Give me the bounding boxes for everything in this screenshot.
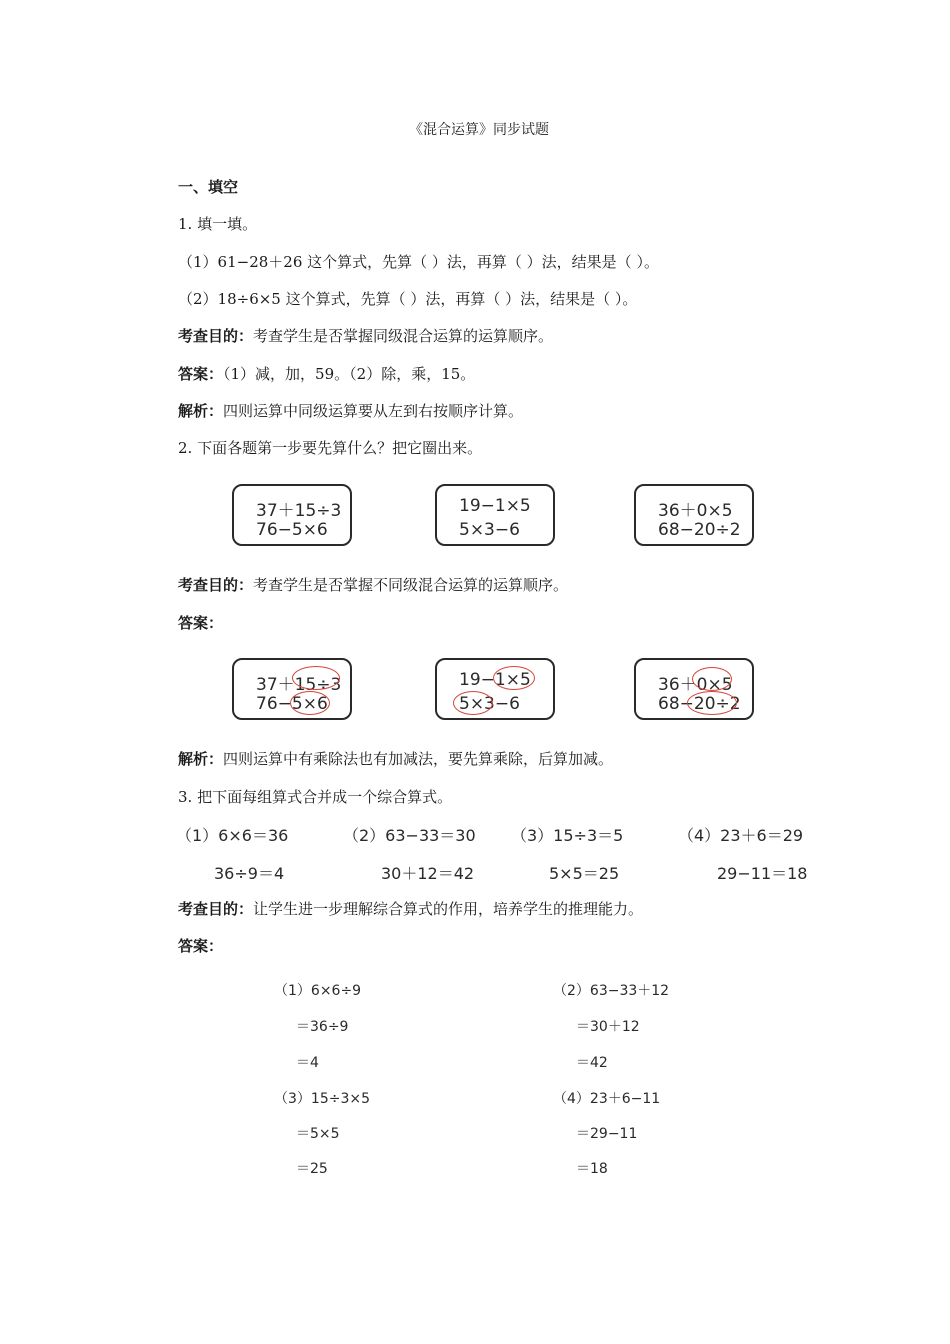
question-1-purpose (178, 325, 553, 346)
purpose-text: 考查学生是否掌握不同级混合运算的运算顺序。 (253, 576, 569, 594)
expression-part: −6 (494, 694, 520, 714)
expression-part: 68− (658, 694, 694, 714)
question-1-part-2: （2）18÷6×5 这个算式，先算（ ）法，再算（ ）法，结果是（ ）。 (178, 290, 638, 308)
purpose-label: 考查目的： (178, 576, 254, 594)
question-2-analysis (178, 748, 613, 769)
answer-label: 答案： (178, 365, 224, 383)
expression-box (232, 484, 352, 546)
answer-2-line-1: （2）63−33＋12 (553, 983, 670, 999)
purpose-label: 考查目的： (178, 900, 254, 918)
equation-group-1-second: 36÷9＝4 (214, 864, 285, 883)
circle-mark (687, 691, 737, 715)
expression-part: 36＋ (658, 675, 697, 695)
circled-step: 5×3 (459, 694, 495, 714)
answer-expression-box (232, 658, 352, 720)
answer-expression-box (634, 658, 754, 720)
equation-group-1-first: （1）6×6＝36 (176, 826, 289, 845)
expression-line: 19−1×5 (459, 496, 531, 516)
purpose-text: 让学生进一步理解综合算式的作用，培养学生的推理能力。 (253, 900, 644, 918)
answer-3-line-2: ＝5×5 (296, 1126, 340, 1142)
equation-group-3-first: （3）15÷3＝5 (511, 826, 624, 845)
answer-label: 答案： (178, 614, 224, 632)
circled-step: 0×5 (696, 675, 733, 695)
circle-mark (290, 691, 330, 715)
circled-step: 5×6 (291, 694, 328, 714)
answer-1-line-2: ＝36÷9 (296, 1019, 349, 1035)
answer-expression-box (435, 658, 555, 720)
answer-text: （1）减，加，59。（2）除，乘，15。 (223, 365, 476, 383)
answer-2-line-2: ＝30＋12 (576, 1019, 640, 1035)
circle-mark (692, 667, 732, 691)
equation-group-3-second: 5×5＝25 (549, 864, 620, 883)
expression-line: 76−5×6 (256, 520, 328, 540)
question-1-analysis (178, 400, 523, 421)
question-3-stem: 3. 把下面每组算式合并成一个综合算式。 (178, 788, 453, 806)
expression-line: 37＋15÷3 (256, 501, 342, 521)
answer-4-line-1: （4）23＋6−11 (553, 1091, 661, 1107)
question-2-purpose (178, 574, 568, 595)
answer-1-line-1: （1）6×6÷9 (274, 983, 362, 999)
expression-part: 76− (256, 694, 292, 714)
answer-4-line-3: ＝18 (576, 1161, 608, 1177)
analysis-text: 四则运算中有乘除法也有加减法，要先算乘除，后算加减。 (223, 750, 614, 768)
answer-1-line-3: ＝4 (296, 1055, 319, 1071)
expression-line: 68−20÷2 (658, 520, 741, 540)
answer-4-line-2: ＝29−11 (576, 1126, 638, 1142)
equation-group-4-first: （4）23＋6＝29 (678, 826, 804, 845)
expression-line: 5×3−6 (459, 520, 520, 540)
question-1-part-1: （1）61−28＋26 这个算式，先算（ ）法，再算（ ）法，结果是（ ）。 (178, 253, 659, 271)
analysis-text: 四则运算中同级运算要从左到右按顺序计算。 (223, 402, 524, 420)
circle-mark (493, 666, 535, 690)
circled-step: 20÷2 (693, 694, 741, 714)
analysis-label: 解析： (178, 750, 224, 768)
answer-2-line-3: ＝42 (576, 1055, 608, 1071)
purpose-text: 考查学生是否掌握同级混合运算的运算顺序。 (253, 327, 554, 345)
question-2-stem: 2. 下面各题第一步要先算什么？把它圈出来。 (178, 439, 483, 457)
circle-mark (292, 666, 340, 690)
page-title: 《混合运算》同步试题 (409, 122, 549, 138)
question-3-purpose (178, 898, 643, 919)
expression-box (435, 484, 555, 546)
question-1-stem: 1. 填一填。 (178, 215, 258, 233)
answer-3-line-3: ＝25 (296, 1161, 328, 1177)
equation-group-4-second: 29−11＝18 (717, 864, 808, 883)
circled-step: 1×5 (494, 670, 531, 690)
expression-part: 37＋ (256, 675, 295, 695)
expression-part: 19− (459, 670, 495, 690)
section-heading: 一、填空 (178, 178, 239, 196)
equation-group-2-second: 30＋12＝42 (381, 864, 475, 883)
answer-3-line-1: （3）15÷3×5 (274, 1091, 370, 1107)
answer-label: 答案： (178, 937, 224, 955)
expression-line: 36＋0×5 (658, 501, 733, 521)
purpose-label: 考查目的： (178, 327, 254, 345)
circled-step: 15÷3 (294, 675, 342, 695)
equation-group-2-first: （2）63−33＝30 (343, 826, 476, 845)
circle-mark (453, 691, 493, 715)
question-1-answer (178, 363, 475, 384)
expression-box (634, 484, 754, 546)
analysis-label: 解析： (178, 402, 224, 420)
